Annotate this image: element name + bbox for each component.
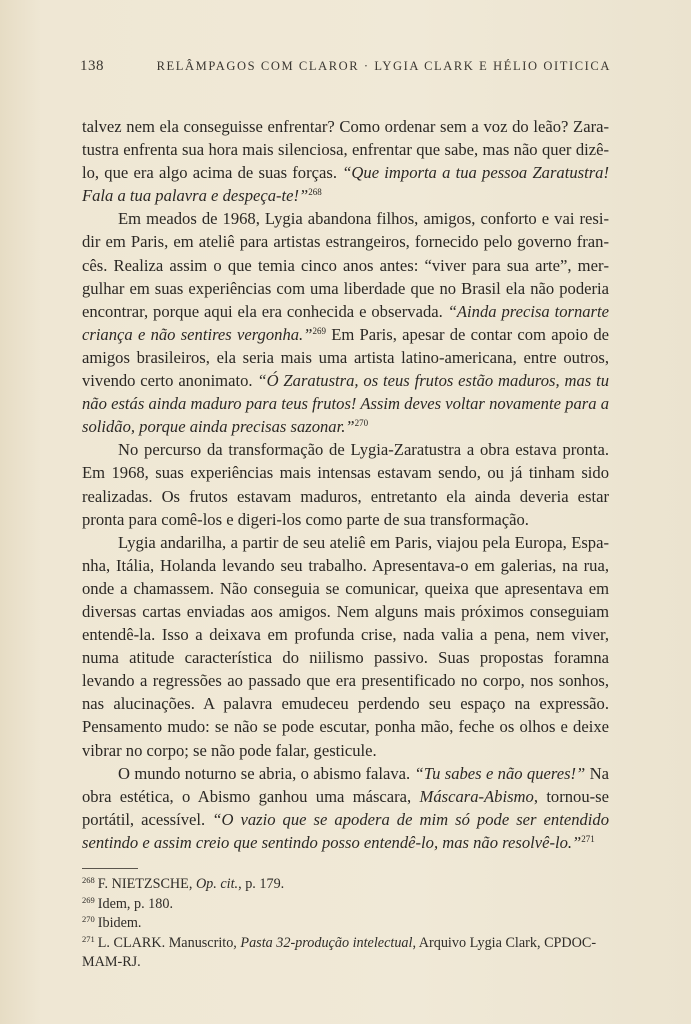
paragraph-4: Lygia andarilha, a partir de seu ateliê em Paris, viajou pela Europa, Espanha, Itália, Holanda levando seu trabalho. Apresentava-o em galerias, na rua, onde a chamassem. Não conseguia se comunicar, queixa que apresentava em diversas cartas enviadas aos amigos. Nem alguns mais próximos conseguiam entendê-la. Isso a deixava em profunda crise, nada valia a pena, nem viver, numa atitude característica do niilismo passivo. Suas propostas foramna levando a regressões ao passado que era presentificado no corpo, nos sonhos, nas alucinações. A palavra emudeceu perdendo seu espaço na expressão. Pensamento mudo: se não se pode escutar, ponha mão, feche os olhos e deixe vibrar no corpo; se não pode falar, gesticule. [82,532,609,760]
paragraph-text: Em Paris, apesar de contar com apoio de amigos brasileiros, ela seria mais uma artista latino-americana, entre outros, vivendo certo anonimato. [82,324,609,391]
paragraph-1 [82,115,609,207]
paragraph-5 [82,762,609,854]
footnotes [82,875,609,973]
paragraph-text: talvez nem ela conseguisse enfrentar? Como ordenar sem a voz do leão? Zaratustra enfrenta sua hora mais silenciosa, enfrentar que sabe, mas não quer dizê-lo, que era algo acima de suas forças. [82,117,609,183]
footnote-ref: 268 [308,187,322,198]
nietzsche-quote: “Ó Zaratustra, os teus frutos estão maduros, mas tu não estás ainda maduro para teus frutos! Assim deves voltar novamente para a solidão, porque ainda precisas sazonar.” [82,371,610,437]
paragraph-2 [82,207,609,438]
body-text [82,115,609,854]
artwork-title: Máscara-Abismo [419,786,534,806]
footnote-text: L. CLARK. Manuscrito, [97,934,241,951]
footnote-ref: 269 [312,325,326,336]
footnote-270 [82,914,609,934]
paragraph-text: , tornou-se portátil, acessível. [82,786,609,829]
clark-quote: “O vazio que se apodera de mim só pode ser entendido sentindo e assim creio que sentindo posso entendê-lo, mas não resolvê-lo.” [82,809,609,852]
footnote-number: 268 [82,875,95,885]
footnote-268 [82,875,609,895]
footnote-text: , Arquivo Lygia Clark, CPDOC-MAM-RJ. [82,934,597,971]
footnote-number: 269 [82,894,95,905]
footnote-269 [82,895,609,915]
paragraph-text: Na obra estética, o Abismo ganhou uma máscara, [82,763,609,806]
footnote-divider [82,868,138,869]
footnote-271 [82,934,609,973]
footnote-text: , p. 179. [238,876,285,892]
page-header [80,58,611,80]
footnote-italic: Pasta 32-produção intelectual [240,934,413,951]
running-head: RELÂMPAGOS COM CLAROR · LYGIA CLARK E HÉLIO OITICICA [156,59,611,73]
footnote-ref: 270 [354,418,369,429]
paragraph-text: O mundo noturno se abria, o abismo falava. [118,763,415,783]
page-number: 138 [80,58,104,74]
nietzsche-quote: “Ainda precisa tornarte criança e não sentires vergonha.” [82,301,609,344]
paragraph-text: Em meados de 1968, Lygia abandona filhos, amigos, conforto e vai residir em Paris, em ateliê para artistas estrangeiros, fornecido pelo governo francês. Realiza assim o que temia cinco anos antes: “viver para sua arte”, mergulhar em suas experiências com uma liberdade que no Brasil ela não poderia encontrar, porque aqui ela era conhecida e observada. [82,209,609,321]
nietzsche-quote: “Tu sabes e não queres!” [414,763,586,783]
footnote-text: Idem, p. 180. [97,895,174,912]
footnote-number: 270 [82,914,95,925]
nietzsche-quote: “Que importa a tua pessoa Zaratustra! Fala a tua palavra e despeça-te!” [82,163,609,206]
paragraph-3: No percurso da transformação de Lygia-Zaratustra a obra estava pronta. Em 1968, suas experiências mais intensas estavam sendo, ou já tinham sido realizadas. Os frutos estavam maduros, entretanto ela ainda deveria estar pronta para comê-los e digeri-los como parte de sua transformação. [82,440,609,529]
footnote-text: Ibidem. [97,915,142,932]
footnote-ref: 271 [581,833,595,844]
footnote-italic: Op. cit. [195,876,239,892]
footnote-number: 271 [82,933,95,944]
footnote-text: F. NIETZSCHE, [97,876,196,892]
